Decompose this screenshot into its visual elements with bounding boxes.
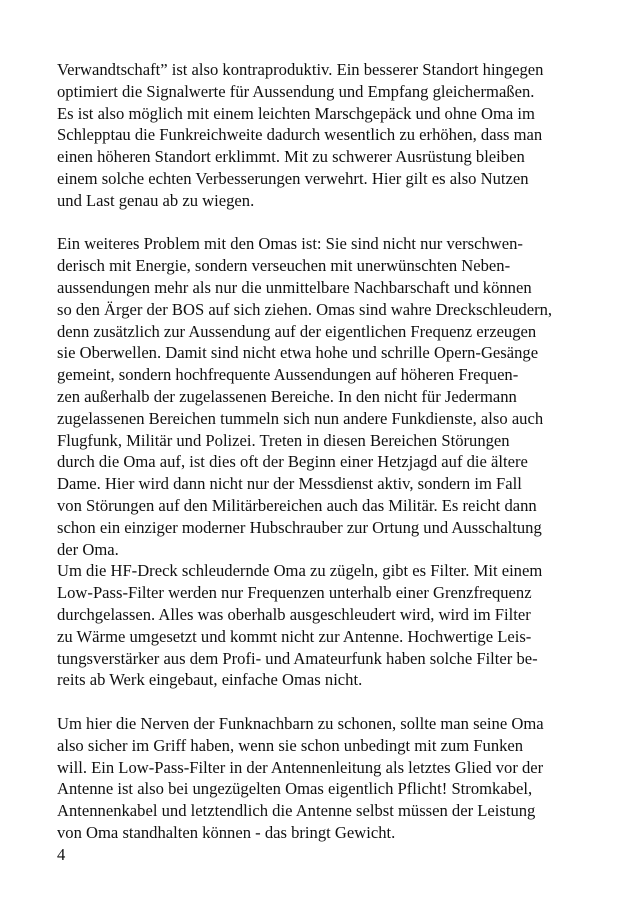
text-line: Um hier die Nerven der Funknachbarn zu schonen, sollte man seine Oma	[57, 713, 544, 733]
text-line: denn zusätzlich zur Aussendung auf der eigentlichen Frequenz erzeugen	[57, 321, 537, 341]
text-line: gemeint, sondern hochfrequente Aussendungen auf höheren Frequen-	[57, 365, 519, 385]
text-line: Ein weiteres Problem mit den Omas ist: Sie sind nicht nur verschwen-	[57, 234, 523, 254]
paragraph-4	[57, 713, 617, 844]
text-line: von Störungen auf den Militärbereichen auch das Militär. Es reicht dann	[57, 495, 537, 515]
text-line: schon ein einziger moderner Hubschrauber zur Ortung und Ausschaltung	[57, 517, 542, 537]
paragraph-1	[57, 59, 617, 212]
text-line: tungsverstärker aus dem Profi- und Amateurfunk haben solche Filter be-	[57, 648, 538, 668]
text-line: Es ist also möglich mit einem leichten Marschgepäck und ohne Oma im	[57, 103, 535, 123]
text-line: will. Ein Low-Pass-Filter in der Antennenleitung als letztes Glied vor der	[57, 757, 544, 777]
text-line: zen außerhalb der zugelassenen Bereiche. In den nicht für Jedermann	[57, 386, 517, 406]
text-line: von Oma standhalten können - das bringt Gewicht.	[57, 822, 396, 842]
text-line: Antennenkabel und letztendlich die Antenne selbst müssen der Leistung	[57, 801, 536, 821]
paragraph-2	[57, 233, 617, 560]
paragraph-spacer	[57, 691, 617, 713]
text-line: der Oma.	[57, 539, 119, 559]
text-line: zu Wärme umgesetzt und kommt nicht zur Antenne. Hochwertige Leis-	[57, 626, 532, 646]
text-line: so den Ärger der BOS auf sich ziehen. Omas sind wahre Dreckschleudern,	[57, 299, 553, 319]
text-line: optimiert die Signalwerte für Aussendung und Empfang gleichermaßen.	[57, 81, 535, 101]
paragraph-spacer	[57, 212, 617, 234]
text-line: Verwandtschaft” ist also kontraproduktiv. Ein besserer Standort hingegen	[57, 60, 544, 79]
page-number: 4	[57, 844, 66, 864]
text-line: einem solche echten Verbesserungen verwehrt. Hier gilt es also Nutzen	[57, 168, 529, 188]
text-line: Schlepptau die Funkreichweite dadurch wesentlich zu erhöhen, dass man	[57, 125, 543, 145]
text-line: sie Oberwellen. Damit sind nicht etwa hohe und schrille Opern-Gesänge	[57, 343, 539, 363]
text-line: aussendungen mehr als nur die unmittelbare Nachbarschaft und können	[57, 277, 532, 297]
text-line: derisch mit Energie, sondern verseuchen mit unerwünschten Neben-	[57, 256, 511, 276]
text-line: Low-Pass-Filter werden nur Frequenzen unterhalb einer Grenzfrequenz	[57, 583, 532, 603]
text-line: einen höheren Standort erklimmt. Mit zu schwerer Ausrüstung bleiben	[57, 147, 525, 167]
text-line: Um die HF-Dreck schleudernde Oma zu zügeln, gibt es Filter. Mit einem	[57, 561, 543, 581]
text-line: und Last genau ab zu wiegen.	[57, 190, 255, 210]
text-line: zugelassenen Bereichen tummeln sich nun andere Funkdienste, also auch	[57, 408, 544, 428]
text-line: Dame. Hier wird dann nicht nur der Messdienst aktiv, sondern im Fall	[57, 474, 522, 494]
text-line: Flugfunk, Militär und Polizei. Treten in diesen Bereichen Störungen	[57, 430, 510, 450]
text-line: also sicher im Griff haben, wenn sie schon unbedingt mit zum Funken	[57, 735, 524, 755]
text-line: Antenne ist also bei ungezügelten Omas eigentlich Pflicht! Stromkabel,	[57, 779, 533, 799]
text-line: durch die Oma auf, ist dies oft der Beginn einer Hetzjagd auf die ältere	[57, 452, 528, 472]
document-page	[57, 59, 617, 865]
text-line: reits ab Werk eingebaut, einfache Omas nicht.	[57, 670, 363, 690]
text-line: durchgelassen. Alles was oberhalb ausgeschleudert wird, wird im Filter	[57, 604, 531, 624]
paragraph-3	[57, 560, 617, 691]
